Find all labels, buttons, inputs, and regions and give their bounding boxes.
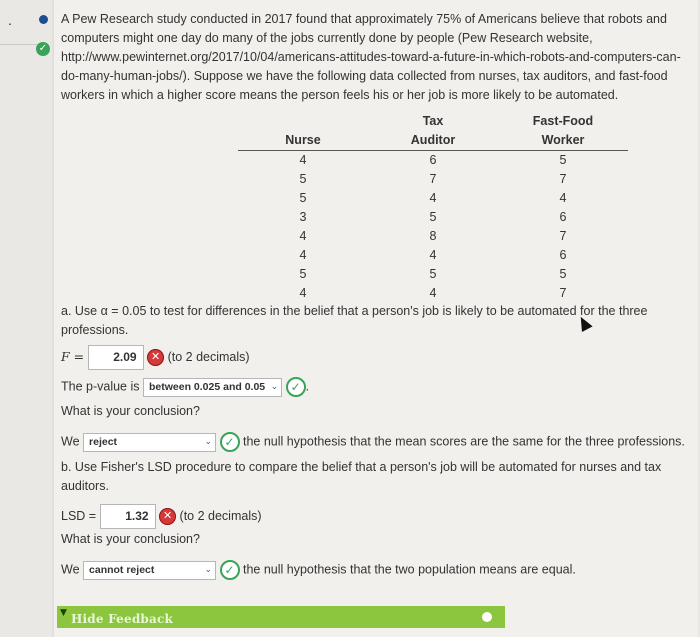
table-row <box>238 170 628 189</box>
lsd-hint: (to 2 decimals) <box>179 508 262 523</box>
table-cell: 4 <box>299 286 307 300</box>
table-cell: 4 <box>429 191 437 205</box>
table-cell: 7 <box>429 172 437 186</box>
conclusion-tail: the null hypothesis that the mean scores are the same for the three professions. <box>242 434 685 449</box>
table-row <box>238 227 628 246</box>
part-b-conclusion-row <box>61 560 691 580</box>
p-value-row <box>61 377 309 397</box>
chevron-down-icon: ⌄ <box>204 435 213 446</box>
table-row <box>238 284 628 303</box>
table-cell: 5 <box>299 191 307 205</box>
p-value-label: The p-value is <box>61 379 140 394</box>
part-a-prompt-line2: professions. <box>61 323 129 337</box>
f-value-input[interactable]: 2.09 <box>88 345 144 370</box>
table-cell: 7 <box>559 229 567 243</box>
incorrect-icon: ✕ <box>147 349 164 366</box>
triangle-down-icon: ▼ <box>60 608 67 618</box>
table-header-cell: Tax <box>422 114 444 128</box>
period: . <box>305 379 310 394</box>
table-cell: 5 <box>559 153 567 167</box>
part-b-prompt-line2: auditors. <box>61 479 109 493</box>
conclusion-tail: the null hypothesis that the two population means are equal. <box>242 562 576 577</box>
table-cell: 4 <box>299 153 307 167</box>
conclusion-selected: cannot reject <box>89 563 155 576</box>
table-cell: 4 <box>429 248 437 262</box>
table-cell: 4 <box>299 248 307 262</box>
table-cell: 6 <box>559 210 567 224</box>
table-cell: 6 <box>429 153 437 167</box>
table-cell: 5 <box>429 267 437 281</box>
data-table <box>238 112 628 303</box>
table-header-cell <box>238 112 368 131</box>
correct-icon: ✓ <box>286 377 306 397</box>
table-header-worker: Worker <box>498 131 628 151</box>
conclusion-selected: reject <box>89 435 118 448</box>
part-a-conclusion-question: What is your conclusion? <box>61 404 200 418</box>
f-label: F = <box>61 348 85 364</box>
lsd-label: LSD = <box>61 508 97 523</box>
part-b-prompt <box>61 458 671 496</box>
part-b-prompt-line1: b. Use Fisher's LSD procedure to compare the belief that a person's job will be automated for nurses and tax <box>61 460 662 474</box>
table-header-cell: Fast-Food <box>532 114 594 128</box>
table-cell: 5 <box>559 267 567 281</box>
table-cell: 4 <box>429 286 437 300</box>
lsd-value-input[interactable]: 1.32 <box>100 504 156 529</box>
table-cell: 5 <box>429 210 437 224</box>
table-row <box>238 246 628 265</box>
p-value-selected: between 0.025 and 0.05 <box>149 380 266 393</box>
f-hint: (to 2 decimals) <box>167 349 250 364</box>
part-a-prompt-line1: a. Use α = 0.05 to test for differences in the belief that a person's job is likely to be automated for the three <box>61 304 648 318</box>
hide-feedback-button[interactable] <box>57 606 505 628</box>
we-label: We <box>61 434 80 449</box>
conclusion-select[interactable] <box>83 561 216 580</box>
table-header-top <box>238 112 628 131</box>
correct-icon: ✓ <box>220 432 240 452</box>
incorrect-icon: ✕ <box>159 508 176 525</box>
table-cell: 6 <box>559 248 567 262</box>
p-value-select[interactable] <box>143 378 282 397</box>
table-row <box>238 151 628 171</box>
conclusion-select[interactable] <box>83 433 216 452</box>
chevron-down-icon: ⌄ <box>270 380 279 391</box>
part-b-conclusion-question: What is your conclusion? <box>61 532 200 546</box>
f-statistic-row <box>61 345 250 370</box>
table-cell: 4 <box>559 191 567 205</box>
table-cell: 7 <box>559 286 567 300</box>
table-cell: 5 <box>299 267 307 281</box>
table-header-auditor: Auditor <box>368 131 498 151</box>
table-cell: 5 <box>299 172 307 186</box>
table-row <box>238 208 628 227</box>
check-icon: ✓ <box>36 42 50 56</box>
table-cell: 4 <box>299 229 307 243</box>
table-row <box>238 265 628 284</box>
status-dot-icon <box>482 612 492 622</box>
problem-statement: A Pew Research study conducted in 2017 found that approximately 75% of Americans believe that robots and computers might one day do many of the jobs currently done by people (Pew Research website, http://www.pewinternet.org/2017/10/04/americans-attitudes-toward-a-future-in-which-robots-and-computers-can-do-many-human-jobs/). Suppose we have the following data collected from nurses, tax auditors, and fast-food workers in which a higher score means the person feels his or her job is more likely to be automated. <box>61 12 681 102</box>
table-header-bottom <box>238 131 628 151</box>
table-cell: 8 <box>429 229 437 243</box>
chevron-down-icon: ⌄ <box>204 563 213 574</box>
table-cell: 3 <box>299 210 307 224</box>
lsd-row <box>61 504 262 529</box>
part-a-conclusion-row <box>61 432 691 452</box>
table-row <box>238 189 628 208</box>
correct-icon: ✓ <box>220 560 240 580</box>
gutter-dot: . <box>8 12 12 28</box>
bullet-icon <box>39 15 48 24</box>
we-label: We <box>61 562 80 577</box>
hide-feedback-label: Hide Feedback <box>71 612 174 626</box>
table-cell: 7 <box>559 172 567 186</box>
table-header-nurse: Nurse <box>238 131 368 151</box>
